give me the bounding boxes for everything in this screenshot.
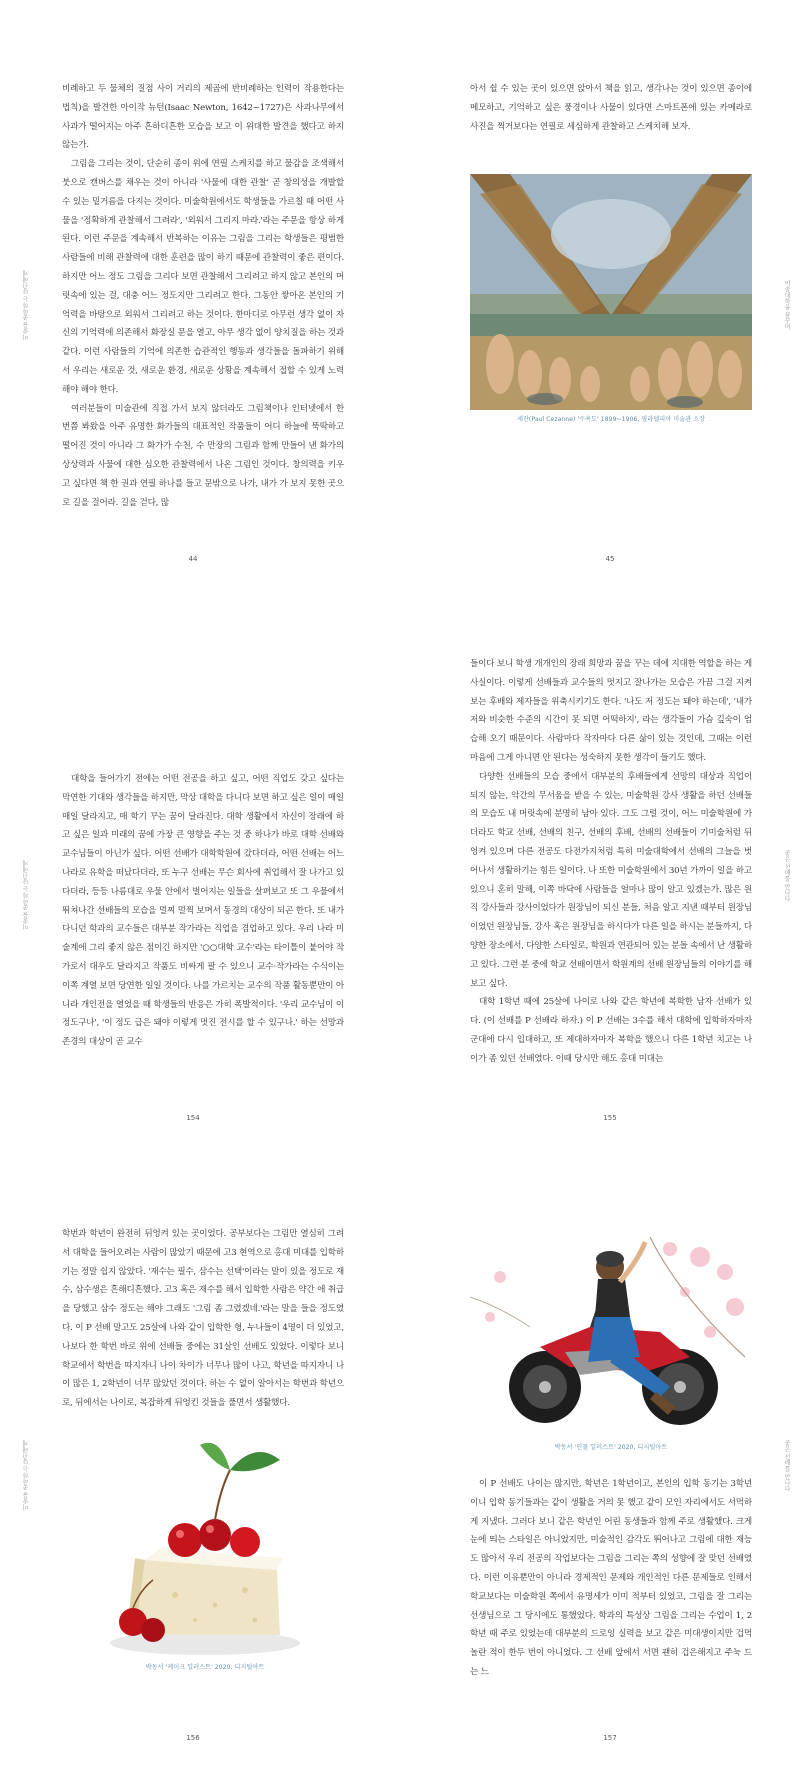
- paragraph: 다양한 선배들의 모습 중에서 대부분의 후배들에게 선망의 대상과 직업이 되지 않는, 악간의 무서움을 받을 수 있는, 미술학원 강사 생활을 하던 선배들의 모습도 내 머릿속에 분명히 남아 있다. 그도 그럴 것이, 어느 미술학원에 가더라도 학교 선배, 선배의 친구, 선배의 후배, 선배의 선배들이 기미술처럼 뒤엉켜 있으며 다른 전공도 다전가지처럼 특히 미술대학에서 선배의 그늘을 벗어나서 생활하기는 힘든 일이다. 나 또한 미술학원에서 30년 가까이 일을 하고 있으니 혼히 말해, 이쪽 바닥에 사람들을 얼마나 많이 알고 있겠는가. 많은 원직 강사들과 강사이었다가 원장님이 되신 분들, 처음 알고 지낸 때부터 원장님이었던 원장님들, 강사 혹은 원장님을 하시다가 다른 일을 하시는 분들까지, 다양한 장소에서, 다양한 스타일로, 학원과 연관되어 있는 분들 속에서 난 생활하고 있다. 그런 분 중에 학교 선배이면서 학원계의 선배 원장님들의 이야기를 해 보고 싶다.: [470, 771, 752, 989]
- figure-caption: 박동서 '인물 일러스트' 2020, 디지털아트: [554, 1444, 668, 1451]
- page-154: [62, 770, 344, 1052]
- running-head-right-bottom: 좋은 선배를 만나다: [783, 1440, 790, 1492]
- running-head-left-mid: 미술을 좋아하는 당신에게: [23, 860, 30, 930]
- paragraph: 이 P 선배도 나이는 많지만, 학년은 1학년이고, 본인의 입학 동기는 3학년이니 입학 동기들과는 같이 생활을 거의 못 했고 같이 모인 자리에서도 서먹하게 지냈다. 그러다 보니 같은 학년인 어린 동생들과 함께 주로 생활했다. 크게 눈에 띄는 스타일은 아니었지만, 미술적인 감각도 뛰어나고 그림에 대한 재능도 많아서 우리 전공의 작업보다는 그림을 그리는 쪽의 성향에 잘 맞던 선배였다. 이런 이유뿐만이 아니라 경제적인 문제와 개인적인 다른 문제들로 인해서 학교보다는 미술학원 쪽에서 유명세가 이미 적부터 있었고, 그림을 잘 그리는 선생님으로 그 당시에도 통했었다. 학과의 특성상 그림을 그리는 수업이 1, 2학년 때 주로 있었는데 대부분의 드로잉 실력을 보고 같은 미대생이지만 겁먹 놀란 적이 한두 번이 아니었다. 그 선배 앞에서 서면 괜히 겁은해지고 주눅 드는 느: [470, 1479, 752, 1677]
- running-head-left-top: 미술을 좋아하는 당신에게: [23, 270, 30, 340]
- page-45: [470, 80, 752, 136]
- page-number: 44: [188, 555, 198, 563]
- paragraph: 들이다 보니 학생 개개인의 장래 희망과 꿈을 꾸는 데에 지대한 역할을 하는 게 사실이다. 이렇게 선배들과 교수들의 멋지고 잘나가는 모습은 가끔 그걸 지켜보는 후배와 제자들을 위축시키기도 한다. '나도 저 정도는 돼야 하는데', '내가 저와 비슷한 수준의 시간이 못 되면 어떡하지', 라는 생각들이 가슴 깊숙이 엄습해 오기 때문이다. 사람마다 작자마다 다른 삶이 있는 것인데, 그때는 이런 마음에 그게 아니면 안 된다는 성숙하지 못한 생각이 들기도 했다.: [470, 659, 752, 763]
- biker-woman-illustration: [470, 1237, 752, 1437]
- running-head-left-bottom: 미술을 좋아하는 당신에게: [23, 1440, 30, 1510]
- cake-illustration: [105, 1430, 305, 1660]
- figure-caption: 세잔(Paul Cezanne) '수욕도' 1899~1906, 필라델피아 미술관 소장: [516, 416, 706, 423]
- page-number: 155: [603, 1114, 617, 1122]
- page-number: 157: [603, 1734, 617, 1742]
- paragraph: 여러분들이 미술관에 직접 가서 보지 않더라도 그림책이나 인터넷에서 한 번쯤 봐왔을 아주 유명한 화가들의 대표적인 작품들이 어디 하늘에 뚝딱하고 떨어진 것이 아니라 그 화가가 수천, 수 만장의 그림과 함께 만들어 낸 화가의 상상력과 사물에 대한 심오한 관찰력에서 나온 그림인 것이다. 창의력을 키우고 싶다면 책 한 권과 연필 하나를 들고 문밖으로 나가, 내가 가 보지 못한 곳으로 길을 걸어라. 길을 걷다, 많: [62, 403, 344, 508]
- page-number: 156: [186, 1734, 200, 1742]
- running-head-right-top: 미술대학을 꿈꾸며: [783, 280, 790, 330]
- cezanne-bathers-painting: [470, 174, 752, 410]
- page-157: [470, 1475, 752, 1682]
- page-156: [62, 1225, 344, 1413]
- figure-caption: 박동서 '케이크 일러스트' 2020, 디지털아트: [145, 1664, 265, 1671]
- paragraph: 학번과 학년이 완전히 뒤엉켜 있는 곳이었다. 공부보다는 그림만 열심히 그려서 대학을 들어오려는 사람이 많았기 때문에 고3 현역으로 홍대 미대를 입학하기는 정말 쉽지 않았다. '재수는 필수, 삼수는 선택'이라는 말이 있을 정도로 재수, 삼수생은 흔해디흔했다. 고3 혹은 재수를 해서 입학한 사람은 약간 애 취급을 당했고 삼수 정도는 해야 그래도 '그림 좀 그렸겠네.'라는 말을 들을 정도였다. 이 P 선배 말고도 25살에 나와 같이 입학한 형, 누나들이 4명이 더 있었고, 나보다 한 학번 바로 위에 선배들 중에는 31살인 선배도 있었다. 이렇다 보니 학교에서 학번을 따지자니 나이 차이가 너무나 많이 나고, 학년을 따지자니 나이 많은 1, 2학년이 너무 많았던 것이다. 하는 수 없이 알아서는 학번과 학년으로, 뒤에서는 나이로, 복잡하게 뒤엉킨 것들을 풀면서 생활했다.: [62, 1229, 344, 1409]
- paragraph: 대학을 들어가기 전에는 어떤 전공을 하고 싶고, 어떤 직업도 갖고 싶다는 막연한 기대와 생각들을 하지만, 막상 대학을 다니다 보면 하고 싶은 일이 매일매일 달라지고, 매 학기 꾸는 꿈이 달라진다. 대학 생활에서 자신이 장래에 하고 싶은 일과 미래의 꿈에 가장 큰 영향을 주는 것 중 하나가 바로 대학 선배와 교수님들이 아닌가 싶다. 어떤 선배가 대학학원에 갔다더라, 어떤 선배는 어느 나라로 유학을 떠났다더라, 또 누구 선배는 무슨 회사에 취업해서 잘 나가고 있다더라, 등등 나름대로 우물 안에서 벌어지는 일들을 살펴보고 또 그 우물에서 뛰쳐나간 선배들의 모습을 멀찌 멀찍 보며서 동경의 대상이 되곤 한다. 또 내가 다니던 학과의 교수들은 대부분 작가라는 직업을 겸업하고 있다. 우리 나라 미술계에 그리 좋지 않은 점이긴 하지만 '○○대학 교수'라는 타이틀이 붙어야 작가로서 대우도 달라지고 작품도 비싸게 팔 수 있으니 교수·작가라는 수식이는 이쪽 계열 보면 당연한 일일 것이다. 나를 가르치는 교수의 작품 활동뿐만이 아니라 개인전을 열었을 때 학생들의 반응은 가히 폭발적이다. '우리 교수님이 이 정도구나', '이 정도 급은 돼야 이렇게 멋진 전시를 할 수 있구나.' 하는 선망과 존경의 대상이 곧 교수: [62, 774, 344, 1048]
- page-number: 45: [605, 555, 615, 563]
- paragraph: 그림을 그리는 것이, 단순히 종이 위에 연필 스케치를 하고 물감을 조색해서 붓으로 캔버스를 채우는 것이 아니라 '사물에 대한 관찰' 곧 창의성을 개발할 수 있는 밑거름을 다지는 것이다. 미술학원에서도 학생들을 가르칠 때 어떤 사물을 '정확하게 관찰해서 그려라', '외워서 그리지 마라.'라는 주문을 항상 하게 된다. 이런 주문을 계속해서 반복하는 이유는 그림을 그리는 학생들은 평범한 사람들에 비해 관찰력에 대한 훈련을 많이 하기 때문에 관찰력이 좋은 편이다. 하지만 어느 정도 그림을 그리다 보면 관찰해서 그리려고 하지 않고 본인의 머릿속에 있는 걸, 대충 어느 정도지만 그리려고 한다. 그동안 쌓아온 본인의 기억력을 바탕으로 외워서 그리려고 하는 것이다. 한마디로 아무런 생각 없이 자신의 기억력에 의존해서 화장실 문을 열고, 아무 생각 없이 양치질을 하는 것과 같다. 이런 사람들의 기억에 의존한 습관적인 행동과 생각들을 돌파하기 위해서 우리는 새로운 것, 새로운 환경, 새로운 상황을 계속해서 접할 수 있게 노력해야 해야 한다.: [62, 159, 344, 395]
- page-number: 154: [186, 1114, 200, 1122]
- paragraph: 아서 쉴 수 있는 곳이 있으면 앉아서 책을 읽고, 생각나는 것이 있으면 종이에 메모하고, 기억하고 싶은 풍경이나 사물이 있다면 스마트폰에 있는 카메라로 사진을 찍거보다는 연필로 세심하게 관찰하고 스케치해 보자.: [470, 84, 752, 132]
- running-head-right-mid: 좋은 선배를 만나다: [783, 850, 790, 902]
- page-155: [470, 655, 752, 1069]
- paragraph: 대학 1학년 때에 25살에 나이로 나와 같은 학년에 복학한 남자 선배가 있다. (이 선배를 P 선배라 하자.) 이 P 선배는 3수를 해서 대학에 입학하자마자 군대에 다시 입대하고, 또 제대하자마자 복학을 했으니 다른 1학년 치고는 나이가 좀 있던 선배였다. 이때 당시만 해도 홍대 미대는: [470, 997, 752, 1064]
- paragraph: 비례하고 두 물체의 질점 사이 거리의 제곱에 반비례하는 인력이 작용한다는 법칙)을 발견한 아이작 뉴턴(Isaac Newton, 1642~1727)은 사과나무에서 사과가 떨어지는 아주 흔하디흔한 모습을 보고 이 위대한 발견을 했다고 하지 않는가.: [62, 84, 344, 151]
- page-44: [62, 80, 344, 512]
